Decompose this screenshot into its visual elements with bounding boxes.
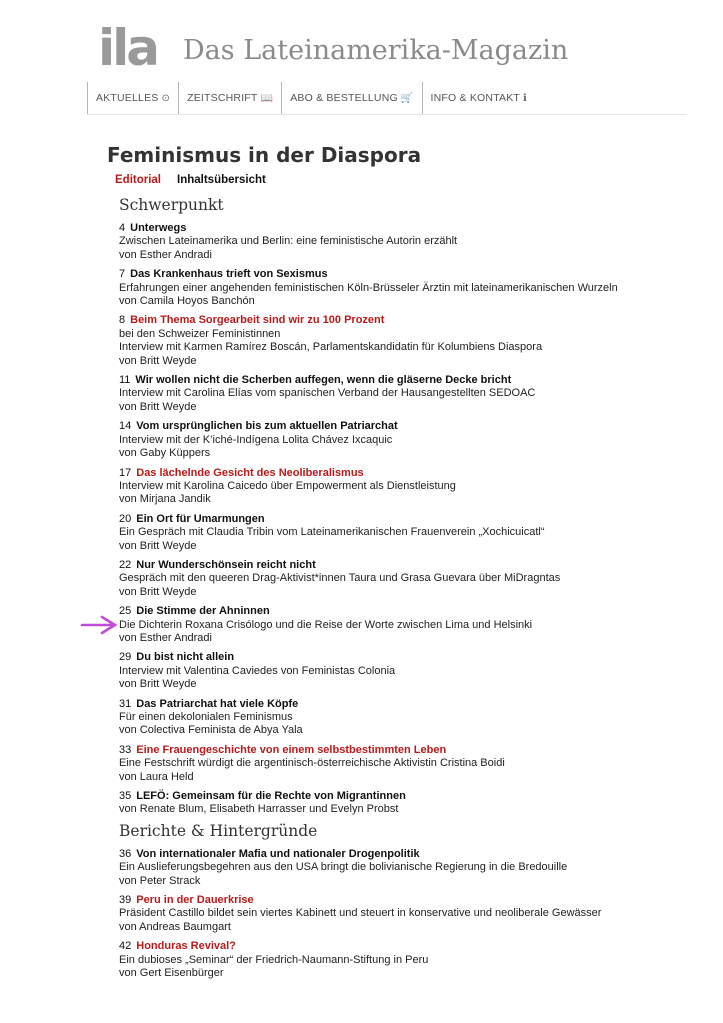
article-author: von Gaby Küppers [119, 447, 211, 460]
site-tagline: Das Lateinamerika-Magazin [183, 35, 569, 66]
article-author: von Peter Strack [119, 874, 201, 887]
article-subtitle: Präsident Castillo bildet sein viertes Kabinett und steuert in konservative und neoliberale Gewässer [119, 907, 602, 920]
article-subtitle: Ein dubioses „Seminar“ der Friedrich-Naumann-Stiftung in Peru [119, 953, 429, 966]
toc-entry [119, 222, 679, 262]
nav-zeitschrift[interactable] [178, 82, 281, 114]
article-subtitle: Ein Auslieferungsbegehren aus den USA bringt die bolivianische Regierung in die Bredouille [119, 861, 568, 874]
article-link[interactable] [119, 467, 679, 480]
ila-logo[interactable]: ila [98, 19, 158, 77]
page-number: 25 [119, 605, 132, 618]
page-number: 7 [119, 268, 126, 281]
page-number: 20 [119, 512, 132, 525]
page-number: 36 [119, 847, 132, 860]
masthead [98, 19, 569, 77]
article-link[interactable] [119, 222, 679, 235]
nav-label: INFO & KONTAKT [430, 92, 521, 104]
toc-entry [119, 940, 679, 980]
article-link[interactable] [119, 940, 679, 953]
article-author: von Britt Weyde [119, 585, 197, 598]
article-subtitle: Für einen dekolonialen Feminismus [119, 711, 293, 723]
article-subtitle: Interview mit Carolina Elías vom spanischen Verband der Hausangestellten SEDOAC [119, 387, 536, 400]
article-title: LEFÖ: Gemeinsam für die Rechte von Migrantinnen [136, 790, 406, 803]
article-link[interactable] [119, 513, 679, 526]
article-title: Die Stimme der Ahninnen [136, 605, 270, 618]
article-link[interactable] [119, 314, 679, 327]
article-author: von Esther Andradi [119, 631, 212, 644]
article-author: von Mirjana Jandik [119, 493, 211, 506]
article-author: von Laura Held [119, 770, 194, 783]
article-link[interactable] [119, 744, 679, 757]
article-title: Beim Thema Sorgearbeit sind wir zu 100 Prozent [130, 314, 385, 327]
article-author: von Britt Weyde [119, 354, 197, 367]
table-of-contents [119, 196, 679, 987]
article-title: Das Patriarchat hat viele Köpfe [136, 697, 299, 710]
article-author: von Colectiva Feminista de Abya Yala [119, 724, 303, 737]
toc-entry [119, 513, 679, 553]
article-author: von Gert Eisenbürger [119, 967, 224, 980]
tab-inhaltsuebersicht[interactable]: Inhaltsübersicht [177, 174, 266, 186]
article-link[interactable] [119, 374, 679, 387]
page-number: 22 [119, 558, 132, 571]
article-subtitle: bei den Schweizer Feministinnen [119, 327, 281, 340]
page-number: 29 [119, 651, 132, 664]
toc-entry [119, 744, 679, 784]
toc-entry [119, 848, 679, 888]
page-number: 11 [119, 374, 131, 387]
toc-entry [119, 420, 679, 460]
cart-icon: 🛒 [400, 92, 414, 104]
nav-aktuelles[interactable] [87, 82, 178, 114]
article-title: Ein Ort für Umarmungen [136, 512, 265, 525]
article-title: Von internationaler Mafia und nationaler Drogenpolitik [136, 847, 420, 860]
article-subtitle: Zwischen Lateinamerika und Berlin: eine feministische Autorin erzählt [119, 235, 458, 248]
page-number: 33 [119, 743, 132, 756]
toc-entry [119, 559, 679, 599]
toc-entry [119, 698, 679, 738]
nav-label: ZEITSCHRIFT [187, 92, 258, 104]
nav-label: AKTUELLES [96, 92, 159, 104]
info-icon: ℹ [523, 92, 528, 104]
article-title: Das Krankenhaus trieft von Sexismus [130, 268, 328, 281]
toc-entry [119, 651, 679, 691]
article-title: Nur Wunderschönsein reicht nicht [136, 558, 316, 571]
toc-entry [119, 314, 679, 368]
page-number: 31 [119, 697, 132, 710]
article-subtitle: Die Dichterin Roxana Crisólogo und die Reise der Worte zwischen Lima und Helsinki [119, 618, 533, 631]
nav-abo-bestellung[interactable] [281, 82, 421, 114]
subtabs [115, 174, 266, 186]
tab-editorial[interactable]: Editorial [115, 174, 162, 186]
article-author: von Camila Hoyos Banchón [119, 295, 255, 308]
article-link[interactable] [119, 894, 679, 907]
article-subtitle: Ein Gespräch mit Claudia Tribin vom Lateinamerikanischen Frauenverein „Xochicuicatl“ [119, 526, 545, 539]
article-subtitle: Erfahrungen einer angehenden feministischen Köln-Brüsseler Ärztin mit lateinamerikanischen Wurzeln [119, 281, 618, 294]
page-number: 42 [119, 940, 132, 953]
main-nav [87, 82, 687, 115]
article-link[interactable] [119, 420, 679, 433]
page-number: 17 [119, 466, 132, 479]
page-number: 35 [119, 790, 132, 803]
page-number: 8 [119, 314, 126, 327]
article-subtitle: Interview mit der K’iché-Indígena Lolita Chávez Ixcaquic [119, 433, 393, 446]
article-title: Honduras Revival? [136, 940, 236, 953]
toc-entry [119, 894, 679, 934]
article-title: Wir wollen nicht die Scherben auffegen, wenn die gläserne Decke bricht [135, 374, 512, 387]
page-number: 14 [119, 420, 132, 433]
clock-icon: ⊙ [161, 92, 171, 104]
article-subtitle: Interview mit Valentina Caviedes von Feministas Colonia [119, 664, 396, 677]
article-title: Du bist nicht allein [136, 651, 235, 664]
toc-entry [119, 268, 679, 308]
page-number: 4 [119, 222, 126, 234]
article-link[interactable] [119, 848, 679, 861]
page-title: Feminismus in der Diaspora [107, 143, 422, 167]
article-link[interactable] [119, 790, 679, 803]
article-subtitle: Eine Festschrift würdigt die argentinisch-österreichische Aktivistin Cristina Boidi [119, 757, 505, 770]
article-author: von Britt Weyde [119, 678, 197, 691]
arrow-annotation-icon [80, 614, 118, 636]
book-icon: 📖 [260, 92, 274, 104]
article-link[interactable] [119, 698, 679, 711]
article-subtitle: Interview mit Karmen Ramírez Boscán, Parlamentskandidatin für Kolumbiens Diaspora [119, 341, 543, 354]
article-link[interactable] [119, 268, 679, 281]
article-link[interactable] [119, 559, 679, 572]
toc-entry [119, 605, 679, 645]
article-author: von Renate Blum, Elisabeth Harrasser und Evelyn Probst [119, 803, 399, 816]
article-subtitle: Gespräch mit den queeren Drag-Aktivist*innen Taura und Grasa Guevara über MiDragntas [119, 572, 561, 585]
article-link[interactable] [119, 651, 679, 664]
article-title: Das lächelnde Gesicht des Neoliberalismus [136, 466, 364, 479]
article-author: von Andreas Baumgart [119, 920, 231, 933]
article-title: Unterwegs [130, 222, 187, 234]
section-title: Berichte & Hintergründe [119, 821, 318, 840]
article-author: von Britt Weyde [119, 539, 197, 552]
section-title: Schwerpunkt [119, 196, 224, 214]
article-title: Eine Frauengeschichte von einem selbstbestimmten Leben [136, 743, 447, 756]
toc-entry [119, 467, 679, 507]
page-number: 39 [119, 894, 132, 907]
article-title: Vom ursprünglichen bis zum aktuellen Patriarchat [136, 420, 398, 433]
article-subtitle: Interview mit Karolina Caicedo über Empowerment als Dienstleistung [119, 479, 456, 492]
toc-entry [119, 374, 679, 414]
article-link[interactable] [119, 605, 679, 618]
article-author: von Britt Weyde [119, 400, 197, 413]
article-title: Peru in der Dauerkrise [136, 894, 254, 907]
article-author: von Esther Andradi [119, 248, 212, 261]
toc-entry [119, 790, 679, 817]
nav-info-kontakt[interactable] [422, 82, 536, 114]
nav-label: ABO & BESTELLUNG [290, 92, 398, 104]
